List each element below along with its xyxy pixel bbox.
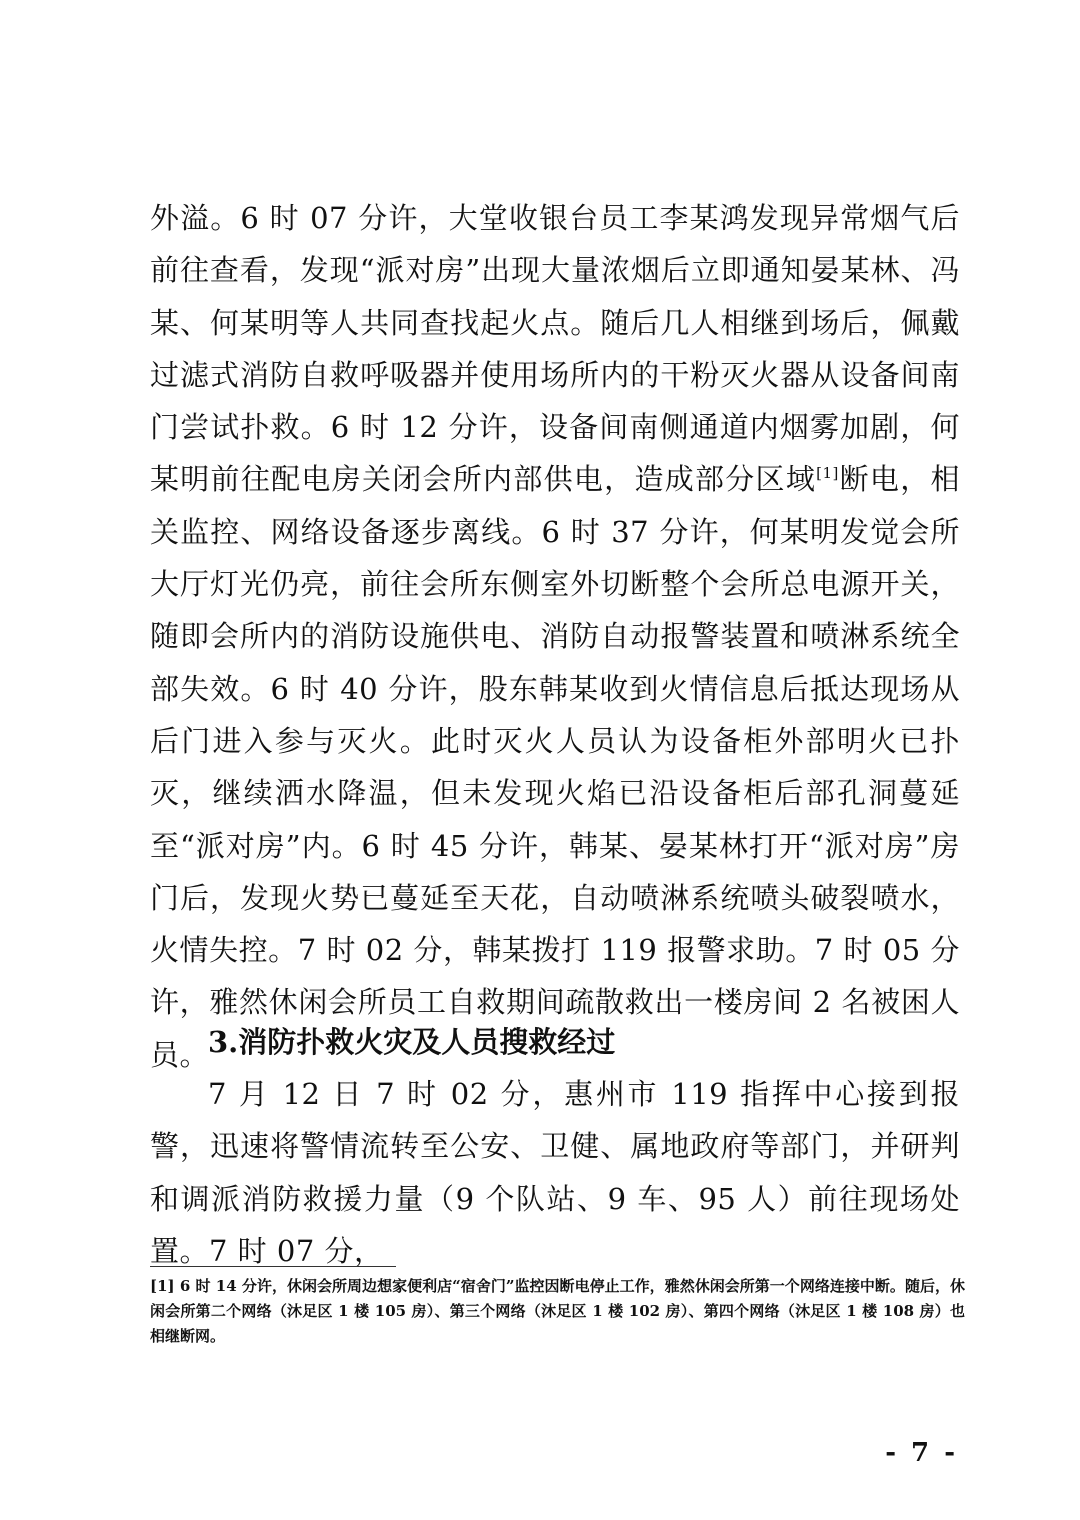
footnote-text: [1] 6 时 14 分许，休闲会所周边想家便利店“宿舍门”监控因断电停止工作，雅然休闲会所第一个网络连接中断。随后，休闲会所第二个网络（沐足区 1 楼 105 房）、第三个网络（沐足区 1 楼 102 房）、第四个网络（沐足区 1 楼 108 房）也相继断网。	[150, 1277, 965, 1345]
paragraph-1-text-b: 断电，相关监控、网络设备逐步离线。6 时 37 分许，何某明发觉会所大厅灯光仍亮，前往会所东侧室外切断整个会所总电源开关，随即会所内的消防设施供电、消防自动报警装置和喷淋系统全部失效。6 时 40 分许，股东韩某收到火情信息后抵达现场从后门进入参与灭火。此时灭火人员认为设备柜外部明火已扑灭，继续洒水降温，但未发现火焰已沿设备柜后部孔洞蔓延至“派对房”内。6 时 45 分许，韩某、晏某林打开“派对房”房门后，发现火势已蔓延至天花，自动喷淋系统喷头破裂喷水，火情失控。7 时 02 分，韩某拨打 119 报警求助。7 时 05 分许，雅然休闲会所员工自救期间疏散救出一楼房间 2 名被困人员。	[150, 462, 960, 1072]
footnote-reference[interactable]: [1]	[816, 464, 839, 483]
paragraph-1-text-a: 外溢。6 时 07 分许，大堂收银台员工李某鸿发现异常烟气后前往查看，发现“派对房”出现大量浓烟后立即通知晏某林、冯某、何某明等人共同查找起火点。随后几人相继到场后，佩戴过滤式消防自救呼吸器并使用场所内的干粉灭火器从设备间南门尝试扑救。6 时 12 分许，设备间南侧通道内烟雾加剧，何某明前往配电房关闭会所内部供电，造成部分区域	[150, 201, 960, 497]
page-number: - 7 -	[885, 1438, 958, 1468]
footnote-divider	[150, 1266, 396, 1267]
section-heading: 3.消防扑救火灾及人员搜救经过	[208, 1025, 616, 1059]
body-paragraph-2: 7 月 12 日 7 时 02 分，惠州市 119 指挥中心接到报警，迅速将警情流转至公安、卫健、属地政府等部门，并研判和调派消防救援力量（9 个队站、9 车、95 人）前往现场处置。7 时 07 分，	[150, 1077, 960, 1268]
body-paragraph-1	[150, 192, 960, 1081]
